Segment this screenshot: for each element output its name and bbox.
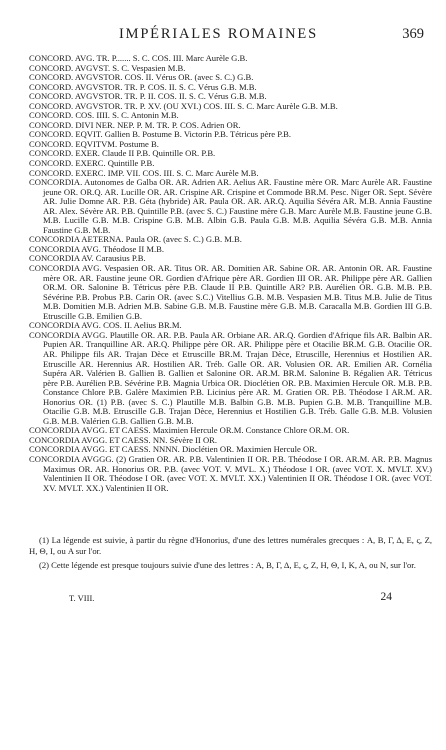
legend-entry: CONCORD. EXERC. Quintille P.B. [29, 158, 155, 169]
legend-entry: CONCORDIA AVG. COS. II. Aelius BR.M. [29, 320, 182, 331]
legend-entry: CONCORD. AVGVSTOR. TR. P. II. COS. II. S. C. Vérus G.B. M.B. [29, 91, 267, 102]
footnotes [29, 535, 432, 571]
legend-entry: CONCORDIA. Autonomes de Galba OR. AR. Adrien AR. Aelius AR. Faustine mère OR. Marc Aurèle AR. Faustine jeune OR. OR.Q. AR. Lucille OR. AR. Crispine AR. Crispine et Commode BR.M. Pesc. Niger OR. Sept. Sévère AR. Julie Domne AR. P.B. Géta (hybride) AR. Paula OR. AR. AR.Q. Aquilia Sévéra AR. M.B. Annia Faustine AR. Alex. Sévère AR. P.B. Quintille P.B. (avec S. C.) Faustine mère G.B. Marc Aurèle M.B. Faustine jeune G.B. M.B. Lucille G.B. M.B. Crispine G.B. M.B. Albin G.B. Paula G.B. M.B. Aquilia Sévéra G.B. M.B. Annia Faustine G.B. M.B. [29, 177, 432, 235]
page-number: 369 [402, 26, 424, 42]
page-footer [29, 590, 432, 607]
legend-entry: CONCORDIA AVGG. Plautille OR. AR. P.B. Paula AR. Orbiane AR. AR.Q. Gordien d'Afrique fils AR. Balbin AR. Pupien AR. Tranquilline AR. AR.Q. Philippe père OR. AR. Philippe père et Otacilie BR.M. G.B. Otacilie OR. AR. Philippe fils AR. Trajan Dèce et Etruscille BR.M. Trajan Dèce, Etruscille, Herennius et Hostilien AR. Etruscille AR. Herennius AR. Hostilien AR. Tréb. Galle OR. AR. Volusien OR. AR. Emilien AR. Cornélia Supéra AR. Valérien B. Gallien B. Gallien et Salonine OR. AR.M. BR.M. Salonine B. Régalien AR. Tétricus père P.B. Aurélien P.B. Sévérine P.B. Magnia Urbica OR. Dioclétien OR. P.B. Maximien Hercule OR. M.B. P.B. Constance Chlore P.B. Galère Maximien P.B. Licinius père AR. M. Gratien OR. P.B. Théodose I AR.M. AR. Honorius OR. (1) P.B. (avec S. C.) Plautille M.B. Balbin G.B. M.B. Pupien G.B. M.B. Tranquilline M.B. Otacilie G.B. M.B. Etruscille G.B. Trajan Dèce, Herennius et Hostilien G.B. Tréb. Galle G.B. M.B. Volusien G.B. M.B. Valérien G.B. Gallien G.B. M.B. [29, 329, 432, 426]
page-header [29, 26, 432, 54]
legend-entry: CONCORD. EQVITVM. Postume B. [29, 138, 159, 149]
footnote-2: (2) Cette légende est presque toujours suivie d'une des lettres : Α, Β, Γ, Δ, Ε, ς, Ζ, Η, Θ, Ι, Κ, Α, ou Ν, sur l'or. [39, 560, 416, 571]
legend-entry: CONCORD. AVG. TR. P....... S. C. COS. III. Marc Aurèle G.B. [29, 53, 248, 63]
volume-signature: T. VIII. [69, 592, 95, 603]
footnote-1: (1) La légende est suivie, à partir du règne d'Honorius, d'une des lettres numérales grecques : Α, Β, Γ, Δ, Ε, ς, Ζ, Η, Θ, Ι, ou Α sur l'or. [29, 535, 432, 556]
legend-entry: CONCORD. EXER. Claude II P.B. Quintille OR. P.B. [29, 148, 216, 159]
legend-entries [29, 54, 432, 493]
legend-entry: CONCORD. AVGVSTOR. TR. P. COS. II. S. C. Vérus G.B. M.B. [29, 81, 257, 92]
legend-entry: CONCORD. DIVI NER. NEP. P. M. TR. P. COS. Adrien OR. [29, 119, 241, 130]
legend-entry: CONCORDIA AV. Carausius P.B. [29, 253, 146, 264]
legend-entry: CONCORDIA AVG. Théodose II M.B. [29, 243, 165, 254]
signature-number: 24 [380, 590, 392, 603]
legend-entry: CONCORD. COS. IIII. S. C. Antonin M.B. [29, 110, 179, 121]
legend-entry: CONCORD. EXERC. IMP. VII. COS. III. S. C. Marc Aurèle M.B. [29, 167, 259, 178]
legend-entry: CONCORDIA AVGGG. (2) Gratien OR. AR. P.B. Valentinien II OR. P.B. Théodose I OR. AR.M. AR. P.B. Magnus Maximus OR. AR. Honorius OR. P.B. (avec VOT. V. MVL. X.) Théodose I OR. (avec VOT. X. MVLT. XV.) Valentinien II OR. Théodose I OR. (avec VOT. X. MVLT. XX.) Valentinien II OR. Théodose I OR. (avec VOT. XV. MVLT. XX.) Valentinien II OR. [29, 453, 432, 493]
running-title: IMPÉRIALES ROMAINES [119, 26, 318, 42]
legend-entry: CONCORDIA AVGG. ET CAESS. NN. Sévère II OR. [29, 434, 218, 445]
legend-entry: CONCORDIA AVGG. ET CAESS. NNNN. Dioclétien OR. Maximien Hercule OR. [29, 444, 318, 455]
legend-entry: CONCORDIA AVG. Vespasien OR. AR. Titus OR. AR. Domitien AR. Sabine OR. AR. Antonin OR. AR. Faustine mère OR. AR. Faustine jeune OR. Gordien d'Afrique père AR. Gordien III OR. AR. Philippe père AR. Gallien OR.M. OR. Salonine B. Tétricus père P.B. Claude II P.B. Quintille AR? P.B. Aurélien OR. G.B. M.B. P.B. Sévérine P.B. Probus P.B. Carin OR. (avec S.C.) Vitellius G.B. M.B. Vespasien M.B. Titus M.B. Julie de Titus M.B. Domitien M.B. Adrien M.B. Sabine G.B. M.B. Faustine mère G.B. M.B. Caracalla M.B. Gordien III G.B. Etruscille G.B. Emilien G.B. [29, 263, 432, 321]
legend-entry: CONCORDIA AETERNA. Paula OR. (avec S. C.) G.B. M.B. [29, 234, 242, 245]
legend-entry: CONCORD. AVGVSTOR. TR. P. XV. (OU XVI.) COS. III. S. C. Marc Aurèle G.B. M.B. [29, 100, 338, 111]
legend-entry: CONCORD. AVGVSTOR. COS. II. Vérus OR. (avec S. C.) G.B. [29, 72, 254, 83]
legend-entry: CONCORD. AVGVST. S. C. Vespasien M.B. [29, 62, 186, 73]
legend-entry: CONCORD. EQVIT. Gallien B. Postume B. Victorin P.B. Tétricus père P.B. [29, 129, 292, 140]
legend-entry: CONCORDIA AVGG. ET CAESS. Maximien Hercule OR.M. Constance Chlore OR.M. OR. [29, 425, 350, 436]
